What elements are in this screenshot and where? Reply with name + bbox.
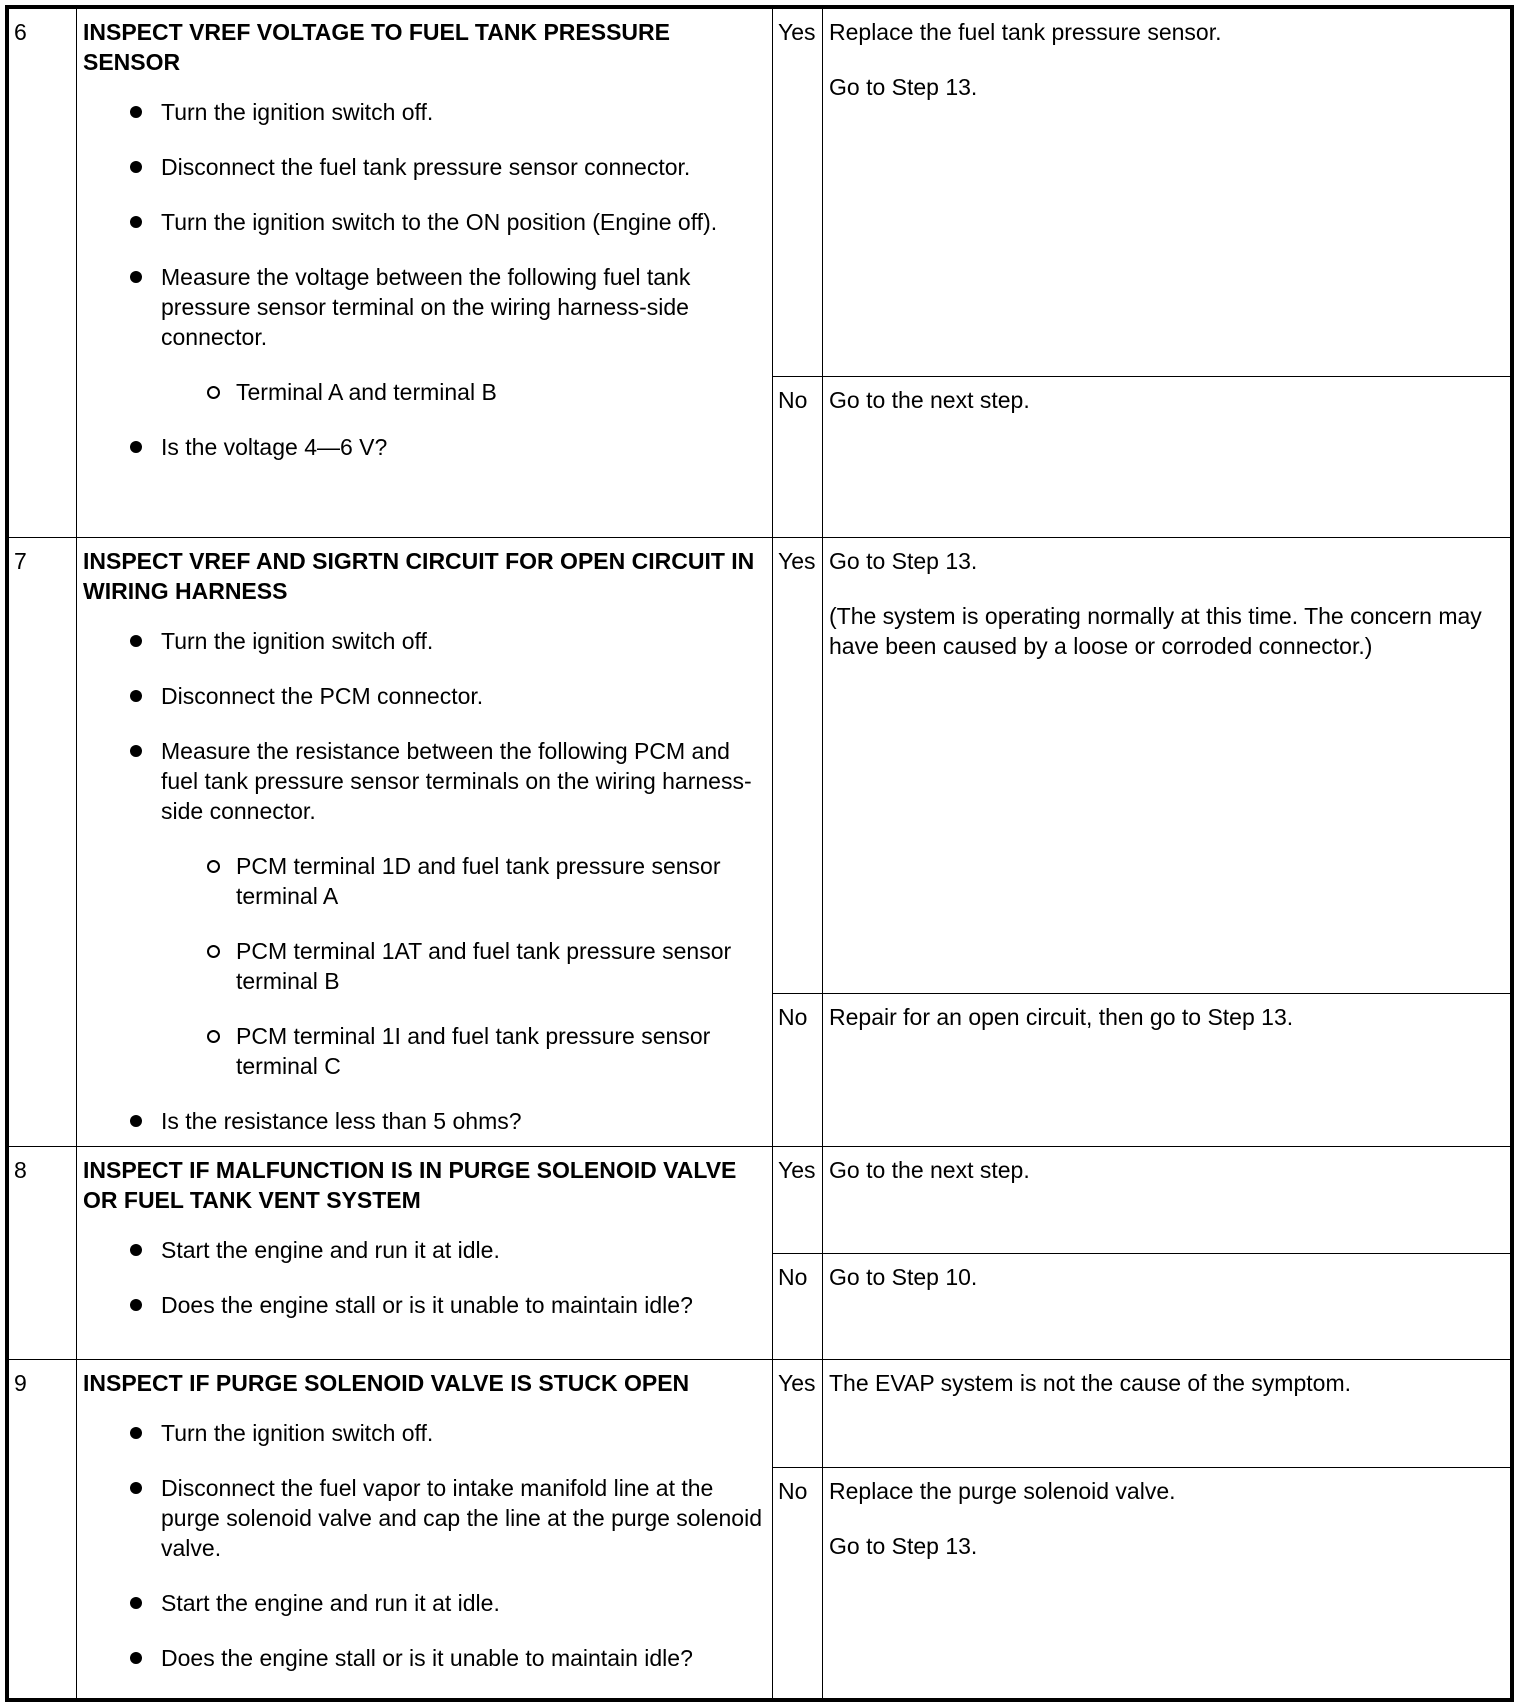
step-row-8-yes <box>9 1147 1511 1254</box>
sub-item-list <box>161 851 762 1081</box>
question-item: Is the voltage 4—6 V? <box>83 432 762 462</box>
action-item: Start the engine and run it at idle. <box>83 1235 762 1265</box>
result-no-action <box>823 377 1511 538</box>
result-yes-label: Yes <box>773 9 823 377</box>
result-line: Go to Step 10. <box>829 1264 978 1290</box>
result-yes-label: Yes <box>773 538 823 994</box>
action-list <box>83 626 762 1136</box>
action-item: Disconnect the PCM connector. <box>83 681 762 711</box>
step-procedure <box>77 1360 773 1699</box>
result-no-label: No <box>773 377 823 538</box>
action-item: Start the engine and run it at idle. <box>83 1588 762 1618</box>
sub-item: Terminal A and terminal B <box>161 377 762 407</box>
action-item: Turn the ignition switch to the ON position (Engine off). <box>83 207 762 237</box>
result-yes-action <box>823 1147 1511 1254</box>
result-yes-action <box>823 538 1511 994</box>
result-line: (The system is operating normally at this time. The concern may have been caused by a loose or corroded connector.) <box>829 603 1482 659</box>
step-number: 7 <box>9 538 77 1147</box>
result-yes-action <box>823 9 1511 377</box>
result-no-action <box>823 994 1511 1147</box>
step-row-6-yes <box>9 9 1511 377</box>
result-line: Go to the next step. <box>829 1157 1030 1183</box>
diagnostic-procedure-table <box>5 5 1514 1702</box>
action-text: Measure the voltage between the following fuel tank pressure sensor terminal on the wiring harness-side connector. <box>161 264 691 350</box>
result-yes-label: Yes <box>773 1147 823 1254</box>
sub-item: PCM terminal 1I and fuel tank pressure sensor terminal C <box>161 1021 762 1081</box>
step-number: 8 <box>9 1147 77 1360</box>
step-title: INSPECT VREF AND SIGRTN CIRCUIT FOR OPEN CIRCUIT IN WIRING HARNESS <box>83 548 755 604</box>
step-title: INSPECT IF MALFUNCTION IS IN PURGE SOLENOID VALVE OR FUEL TANK VENT SYSTEM <box>83 1157 737 1213</box>
result-no-label: No <box>773 1468 823 1699</box>
action-list <box>83 97 762 462</box>
result-line: The EVAP system is not the cause of the symptom. <box>829 1370 1351 1396</box>
step-row-9-yes <box>9 1360 1511 1468</box>
result-no-action <box>823 1254 1511 1360</box>
action-item <box>83 736 762 1081</box>
action-item: Turn the ignition switch off. <box>83 97 762 127</box>
result-line: Replace the purge solenoid valve. <box>829 1478 1176 1504</box>
step-procedure <box>77 538 773 1147</box>
action-item: Disconnect the fuel tank pressure sensor connector. <box>83 152 762 182</box>
step-number: 6 <box>9 9 77 538</box>
action-item: Turn the ignition switch off. <box>83 626 762 656</box>
result-line: Replace the fuel tank pressure sensor. <box>829 19 1222 45</box>
action-item <box>83 262 762 407</box>
sub-item: PCM terminal 1D and fuel tank pressure sensor terminal A <box>161 851 762 911</box>
result-line: Go to the next step. <box>829 387 1030 413</box>
question-item: Does the engine stall or is it unable to maintain idle? <box>83 1290 762 1320</box>
step-procedure <box>77 9 773 538</box>
question-item: Is the resistance less than 5 ohms? <box>83 1106 762 1136</box>
step-number: 9 <box>9 1360 77 1699</box>
step-title: INSPECT VREF VOLTAGE TO FUEL TANK PRESSURE SENSOR <box>83 19 670 75</box>
result-yes-label: Yes <box>773 1360 823 1468</box>
result-no-label: No <box>773 1254 823 1360</box>
action-list <box>83 1418 762 1673</box>
sub-item: PCM terminal 1AT and fuel tank pressure sensor terminal B <box>161 936 762 996</box>
step-title: INSPECT IF PURGE SOLENOID VALVE IS STUCK OPEN <box>83 1370 690 1396</box>
sub-item-list <box>161 377 762 407</box>
action-item: Turn the ignition switch off. <box>83 1418 762 1448</box>
action-text: Measure the resistance between the following PCM and fuel tank pressure sensor terminals on the wiring harness-side connector. <box>161 738 752 824</box>
result-line: Go to Step 13. <box>829 74 978 100</box>
result-line: Repair for an open circuit, then go to Step 13. <box>829 1004 1294 1030</box>
step-procedure <box>77 1147 773 1360</box>
result-line: Go to Step 13. <box>829 1533 978 1559</box>
result-no-label: No <box>773 994 823 1147</box>
action-item: Disconnect the fuel vapor to intake manifold line at the purge solenoid valve and cap the line at the purge solenoid valve. <box>83 1473 762 1563</box>
result-yes-action <box>823 1360 1511 1468</box>
result-line: Go to Step 13. <box>829 548 978 574</box>
result-no-action <box>823 1468 1511 1699</box>
question-item: Does the engine stall or is it unable to maintain idle? <box>83 1643 762 1673</box>
action-list <box>83 1235 762 1320</box>
step-row-7-yes <box>9 538 1511 994</box>
